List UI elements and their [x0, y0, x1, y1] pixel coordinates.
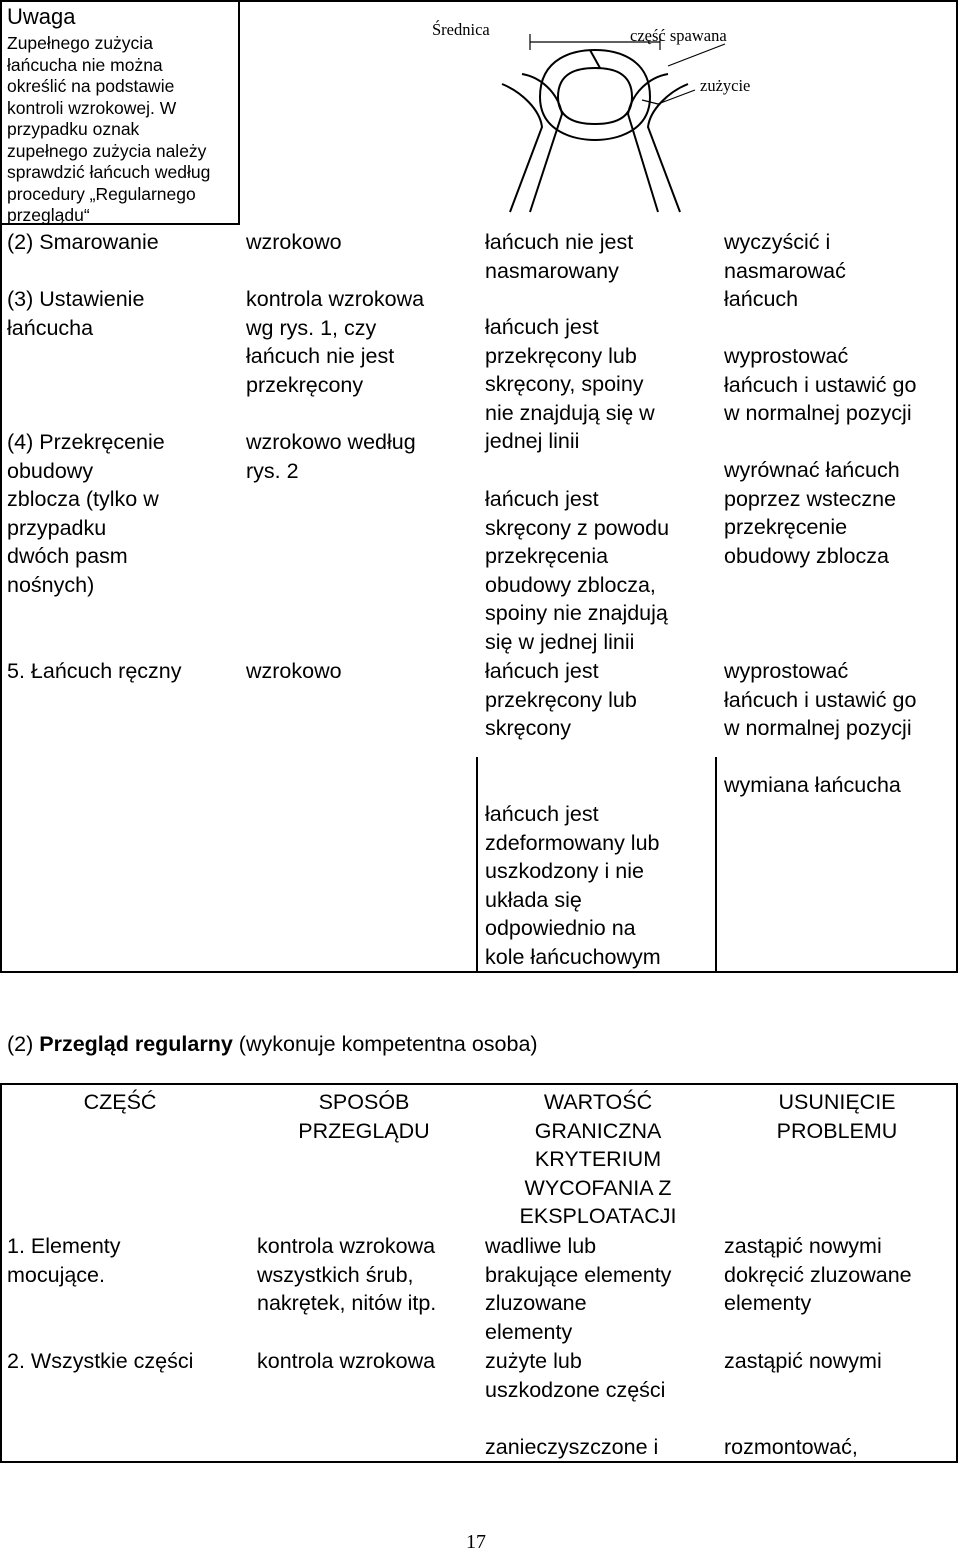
page-number: 17 — [466, 1531, 486, 1553]
heading-prefix: (2) — [7, 1032, 40, 1056]
note-title: Uwaga — [7, 4, 76, 29]
heading-bold: Przegląd regularny — [39, 1032, 233, 1056]
row4-action: wyrównać łańcuch poprzez wsteczne przekręcenie obudowy zblocza — [724, 458, 900, 568]
t2-row2-action: zastąpić nowymi — [724, 1349, 882, 1373]
t2-row3-action: rozmontować, — [724, 1435, 858, 1459]
row3-action: wyprostować łańcuch i ustawić go w normalnej pozycji — [724, 344, 917, 426]
t2-header-method: SPOSÓB PRZEGLĄDU — [298, 1090, 430, 1143]
label-diameter: Średnica — [432, 20, 490, 39]
t2-row1-method: kontrola wzrokowa wszystkich śrub, nakrętek, nitów itp. — [257, 1234, 437, 1316]
row3-part: (3) Ustawienie łańcucha — [7, 287, 145, 340]
t2-row2-criterion: zużyte lub uszkodzone części — [485, 1349, 666, 1402]
row5-method: wzrokowo — [246, 659, 342, 683]
row5-action: wyprostować łańcuch i ustawić go w normalnej pozycji — [724, 659, 917, 741]
t2-row1-action: zastąpić nowymi dokręcić zluzowane elementy — [724, 1234, 912, 1316]
row5-criterion: łańcuch jest przekręcony lub skręcony — [485, 659, 637, 741]
row6-action: wymiana łańcucha — [724, 773, 901, 797]
row6-criterion: łańcuch jest zdeformowany lub uszkodzony i nie układa się odpowiednio na kole łańcuchowym — [485, 802, 661, 969]
row4-criterion: łańcuch jest skręcony z powodu przekręcenia obudowy zblocza, spoiny nie znajdują się w jednej linii — [485, 487, 670, 654]
t2-header-criterion: WARTOŚĆ GRANICZNA KRYTERIUM WYCOFANIA Z EKSPLOATACJI — [519, 1090, 677, 1229]
chain-link-figure — [240, 2, 955, 222]
section-heading — [7, 1030, 538, 1059]
t2-header-part: CZĘŚĆ — [83, 1090, 157, 1114]
t2-row1-criterion: wadliwe lub brakujące elementy zluzowane elementy — [485, 1234, 672, 1344]
row2-action: wyczyścić i nasmarować łańcuch — [724, 230, 846, 312]
row2-part: (2) Smarowanie — [7, 230, 159, 254]
t2-row2-part: 2. Wszystkie części — [7, 1349, 194, 1373]
heading-suffix: (wykonuje kompetentna osoba) — [232, 1032, 538, 1056]
row2-criterion: łańcuch nie jest nasmarowany — [485, 230, 634, 283]
row4-method: wzrokowo według rys. 2 — [246, 430, 416, 483]
t2-row1-part: 1. Elementy mocujące. — [7, 1234, 121, 1287]
t2-row2-method: kontrola wzrokowa — [257, 1349, 436, 1373]
t2-header-action: USUNIĘCIE PROBLEMU — [776, 1090, 898, 1143]
row3-method: kontrola wzrokowa wg rys. 1, czy łańcuch nie jest przekręcony — [246, 287, 425, 397]
label-wear: zużycie — [700, 76, 751, 95]
note-body: Zupełnego zużycia łańcucha nie można określić na podstawie kontroli wzrokowej. W przypadku oznak zupełnego zużycia należy sprawdzić łańcuch według procedury „Regularnego przeglądu“ — [7, 33, 211, 225]
row2-method: wzrokowo — [246, 230, 342, 254]
t2-row3-criterion: zanieczyszczone i — [485, 1435, 659, 1459]
label-welded-part: część spawana — [630, 26, 727, 45]
row4-part: (4) Przekręcenie obudowy zblocza (tylko w przypadku dwóch pasm nośnych) — [7, 430, 165, 597]
row3-criterion: łańcuch jest przekręcony lub skręcony, spoiny nie znajdują się w jednej linii — [485, 315, 655, 454]
row5-part: 5. Łańcuch ręczny — [7, 659, 182, 683]
